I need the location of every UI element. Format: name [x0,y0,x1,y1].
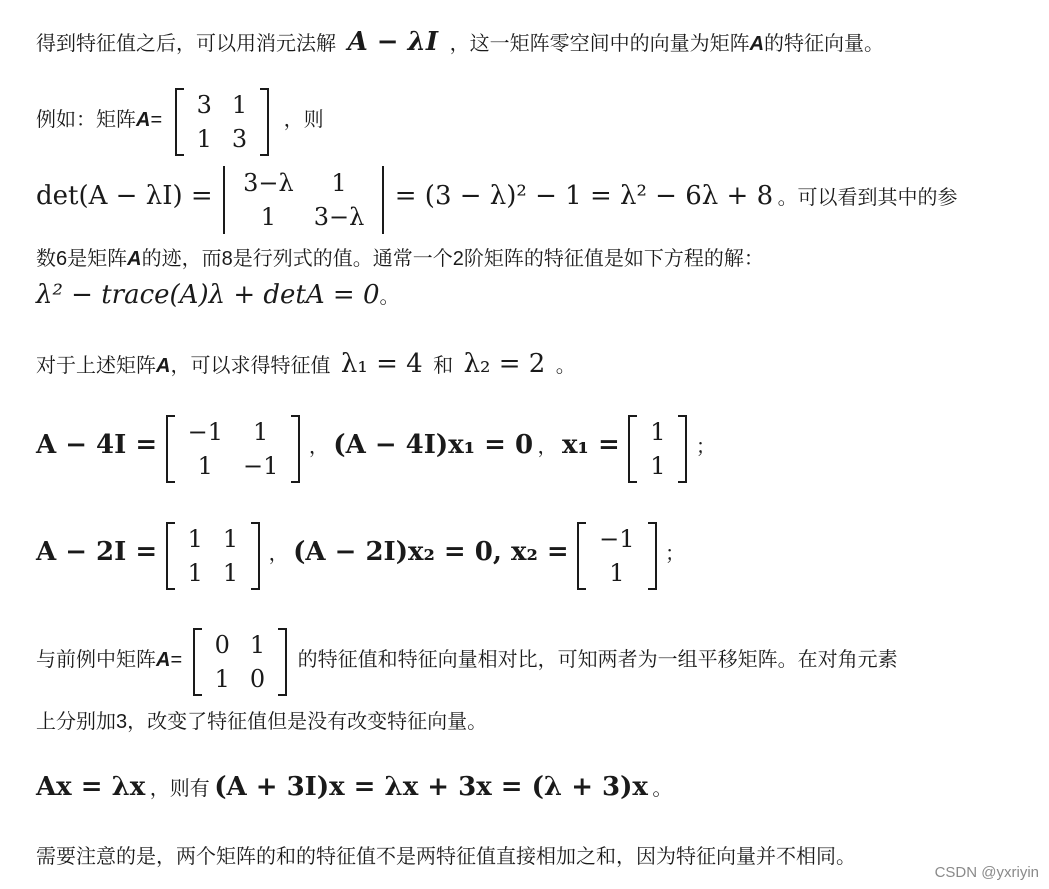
math-expr: (A + 3I)x = λx + 3x = (λ + 3)x [214,772,648,802]
matrix-symbol: A [127,248,142,270]
vector [577,522,656,590]
compare-line [36,628,898,696]
text: 与前例中矩阵 [36,649,156,672]
matrix [193,628,288,696]
cell: 3 [231,125,248,153]
matrix-a [175,88,270,156]
text: 。 [555,355,576,377]
text: 数6是矩阵 [36,248,128,270]
matrix-symbol: A [749,33,765,55]
text: ，可以求得特征值 [170,355,331,377]
text: ，这一矩阵零空间中的向量为矩阵 [449,33,750,55]
math-expr: λ² − trace(A)λ + detA = 0 [36,280,380,310]
text: 。 [379,286,400,308]
text: = [150,109,163,132]
watermark: CSDN @yxriyin [934,864,1039,881]
math-expr: A − λI [347,27,439,57]
cell: 1 [222,559,239,587]
math-expr: (A − 2I)x₂ = 0, x₂ = [293,537,569,568]
cell: −1 [187,418,223,446]
cell: 1 [650,418,666,446]
cell: 3−λ [243,169,294,197]
cell: −1 [599,525,635,553]
text: 和 [433,355,454,377]
text: = [170,649,183,672]
cell: 1 [222,525,239,553]
math-expr: (A − 4I)x₁ = 0 [333,430,534,461]
note-line: 需要注意的是，两个矩阵的和的特征值不是两特征值直接相加之和，因为特征向量并不相同。 [36,846,856,868]
example-line [36,88,324,156]
cell: 1 [214,665,230,693]
matrix-symbol: A [136,109,151,132]
characteristic-equation [36,280,400,311]
trace-line [36,245,764,273]
det-line [36,166,958,234]
cell: 1 [650,452,666,480]
eigenvalue-line [36,349,576,380]
text [36,109,162,131]
text: 的特征值和特征向量相对比，可知两者为一组平移矩阵。在对角元素 [297,649,898,672]
text [36,649,182,671]
math-expr: = (3 − λ)² − 1 = λ² − 6λ + 8 [394,181,774,212]
text: 对于上述矩阵 [36,355,156,377]
text: 例如：矩阵 [36,109,136,132]
cell: 1 [249,631,266,659]
text: ； [695,436,716,459]
text: ， [537,436,558,459]
text: ； [665,543,685,566]
cell: 0 [249,665,266,693]
cell: 1 [197,452,213,480]
equation-row-2 [36,522,685,590]
matrix [166,415,301,483]
math-expr: x₁ = [562,430,620,461]
ax-line [36,772,672,803]
determinant [221,166,386,234]
text: 。可以看到其中的参 [777,187,958,210]
cell: 1 [331,169,347,197]
equation-row-1 [36,415,716,483]
text: ，则 [283,109,324,132]
text: 的迹，而8是行列式的值。通常一个2阶矩阵的特征值是如下方程的解： [141,248,764,270]
text: 的特征向量。 [764,33,885,55]
cell: 1 [187,525,203,553]
paragraph-line-1 [36,28,884,58]
text [36,355,330,377]
cell: 0 [214,631,230,659]
matrix-symbol: A [156,355,171,377]
math-expr: A − 4I = [36,430,158,461]
text: ， [308,436,329,459]
compare-line-2: 上分别加3，改变了特征值但是没有改变特征向量。 [36,711,488,733]
matrix [166,522,261,590]
math-expr: A − 2I = [36,537,158,568]
text: ， [268,543,289,566]
math-expr: λ₁ = 4 [340,349,423,379]
cell: −1 [243,452,279,480]
cell: 1 [231,91,248,119]
math-expr: det(A − λI) = [36,181,213,212]
text: ，则有 [149,778,210,800]
cell: 1 [253,418,269,446]
vector [628,415,687,483]
math-expr: Ax = λx [36,772,146,802]
text: 。 [652,778,673,800]
cell: 1 [260,203,277,231]
cell: 3 [196,91,212,119]
text: 得到特征值之后，可以用消元法解 [36,33,336,55]
cell: 1 [187,559,203,587]
matrix-symbol: A [156,649,171,672]
cell: 3−λ [313,203,365,231]
math-expr: λ₂ = 2 [463,349,546,379]
cell: 1 [196,125,212,153]
cell: 1 [609,559,625,587]
